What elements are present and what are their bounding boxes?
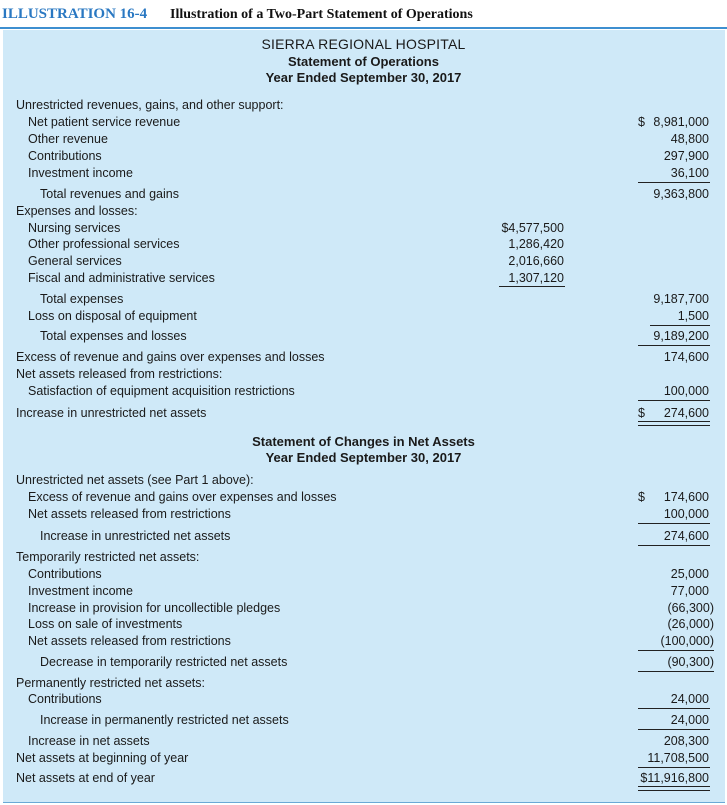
revenue-label: Contributions bbox=[28, 149, 102, 163]
dollar-sign: $ bbox=[638, 490, 645, 504]
changes-statement-period: Year Ended September 30, 2017 bbox=[265, 450, 462, 465]
subtotal-rule bbox=[638, 345, 710, 346]
loss-disposal-amount: 1,500 bbox=[677, 309, 709, 323]
temp-item-label: Contributions bbox=[28, 567, 102, 581]
temp-item-label: Investment income bbox=[28, 584, 133, 598]
decrease-temp-amount: (90,300) bbox=[667, 655, 714, 669]
increase-net-amount: 208,300 bbox=[663, 734, 709, 748]
perm-contributions-label: Contributions bbox=[28, 692, 102, 706]
unrestricted-item-amount: 100,000 bbox=[663, 507, 709, 521]
temp-item-label: Increase in provision for uncollectible pledges bbox=[28, 601, 281, 615]
increase-unrestricted-amount: 274,600 bbox=[663, 406, 709, 420]
increase-unrestricted-label-2: Increase in unrestricted net assets bbox=[40, 529, 231, 543]
subtotal-rule bbox=[638, 671, 714, 672]
temp-item-amount: (66,300) bbox=[667, 601, 714, 615]
expense-amount: 2,016,660 bbox=[508, 254, 564, 268]
increase-unrestricted-label: Increase in unrestricted net assets bbox=[16, 406, 207, 420]
expense-label: Nursing services bbox=[28, 221, 121, 235]
unrestricted-net-assets-header: Unrestricted net assets (see Part 1 above): bbox=[16, 473, 254, 487]
subtotal-rule bbox=[499, 286, 565, 287]
expense-amount: $4,577,500 bbox=[501, 221, 564, 235]
subtotal-rule bbox=[650, 325, 710, 326]
revenue-amount: 48,800 bbox=[670, 132, 709, 146]
end-label: Net assets at end of year bbox=[16, 771, 155, 785]
changes-statement-title: Statement of Changes in Net Assets bbox=[252, 434, 475, 449]
total-revenues-amount: 9,363,800 bbox=[653, 187, 709, 201]
organization-name: SIERRA REGIONAL HOSPITAL bbox=[261, 36, 466, 52]
double-rule bbox=[638, 421, 710, 426]
expense-label: General services bbox=[28, 254, 122, 268]
total-revenues-label: Total revenues and gains bbox=[40, 187, 179, 201]
dollar-sign: $ bbox=[638, 406, 645, 420]
subtotal-rule bbox=[638, 767, 710, 768]
released-header: Net assets released from restrictions: bbox=[16, 367, 223, 381]
satisfaction-amount: 100,000 bbox=[663, 384, 709, 398]
temp-item-label: Loss on sale of investments bbox=[28, 617, 183, 631]
subtotal-rule bbox=[638, 400, 710, 401]
subtotal-rule bbox=[638, 545, 710, 546]
illustration-title: Illustration of a Two-Part Statement of Operations bbox=[170, 7, 473, 22]
expense-label: Other professional services bbox=[28, 237, 180, 251]
statement-period: Year Ended September 30, 2017 bbox=[265, 70, 462, 85]
total-expenses-losses-label: Total expenses and losses bbox=[40, 329, 187, 343]
illustration-number: ILLUSTRATION 16-4 bbox=[2, 6, 148, 22]
header-rule bbox=[0, 27, 727, 29]
subtotal-rule bbox=[638, 523, 710, 524]
subtotal-rule bbox=[638, 182, 710, 183]
subtotal-rule bbox=[638, 729, 710, 730]
expense-amount: 1,307,120 bbox=[508, 271, 564, 285]
increase-unrestricted-amount-2: 274,600 bbox=[663, 529, 709, 543]
decrease-temp-label: Decrease in temporarily restricted net assets bbox=[40, 655, 288, 669]
increase-perm-amount: 24,000 bbox=[670, 713, 709, 727]
increase-net-label: Increase in net assets bbox=[28, 734, 150, 748]
temp-item-amount: (26,000) bbox=[667, 617, 714, 631]
double-rule bbox=[638, 786, 710, 791]
revenue-label: Net patient service revenue bbox=[28, 115, 181, 129]
total-expenses-label: Total expenses bbox=[40, 292, 124, 306]
statement-title: Statement of Operations bbox=[288, 54, 439, 69]
revenue-amount: 36,100 bbox=[670, 166, 709, 180]
dollar-sign: $ bbox=[638, 115, 645, 129]
total-expenses-losses-amount: 9,189,200 bbox=[653, 329, 709, 343]
excess-amount: 174,600 bbox=[663, 350, 709, 364]
revenue-amount: 8,981,000 bbox=[653, 115, 709, 129]
expense-label: Fiscal and administrative services bbox=[28, 271, 215, 285]
unrestricted-item-label: Net assets released from restrictions bbox=[28, 507, 231, 521]
temp-item-amount: 25,000 bbox=[670, 567, 709, 581]
temp-item-amount: 77,000 bbox=[670, 584, 709, 598]
end-amount: $11,916,800 bbox=[640, 771, 709, 785]
unrestricted-item-label: Excess of revenue and gains over expenses and losses bbox=[28, 490, 337, 504]
subtotal-rule bbox=[638, 708, 710, 709]
loss-disposal-label: Loss on disposal of equipment bbox=[28, 309, 197, 323]
expenses-header: Expenses and losses: bbox=[16, 204, 138, 218]
revenue-amount: 297,900 bbox=[663, 149, 709, 163]
unrestricted-revenues-header: Unrestricted revenues, gains, and other support: bbox=[16, 98, 284, 112]
temp-restricted-header: Temporarily restricted net assets: bbox=[16, 550, 200, 564]
beginning-label: Net assets at beginning of year bbox=[16, 751, 189, 765]
temp-item-label: Net assets released from restrictions bbox=[28, 634, 231, 648]
satisfaction-label: Satisfaction of equipment acquisition restrictions bbox=[28, 384, 295, 398]
illustration-header bbox=[0, 0, 727, 28]
beginning-amount: 11,708,500 bbox=[647, 751, 709, 765]
revenue-label: Investment income bbox=[28, 166, 133, 180]
perm-contributions-amount: 24,000 bbox=[670, 692, 709, 706]
total-expenses-amount: 9,187,700 bbox=[653, 292, 709, 306]
revenue-label: Other revenue bbox=[28, 132, 108, 146]
increase-perm-label: Increase in permanently restricted net assets bbox=[40, 713, 289, 727]
excess-label: Excess of revenue and gains over expenses and losses bbox=[16, 350, 325, 364]
temp-item-amount: (100,000) bbox=[660, 634, 714, 648]
unrestricted-item-amount: 174,600 bbox=[663, 490, 709, 504]
subtotal-rule bbox=[638, 650, 714, 651]
expense-amount: 1,286,420 bbox=[508, 237, 564, 251]
perm-restricted-header: Permanently restricted net assets: bbox=[16, 676, 205, 690]
